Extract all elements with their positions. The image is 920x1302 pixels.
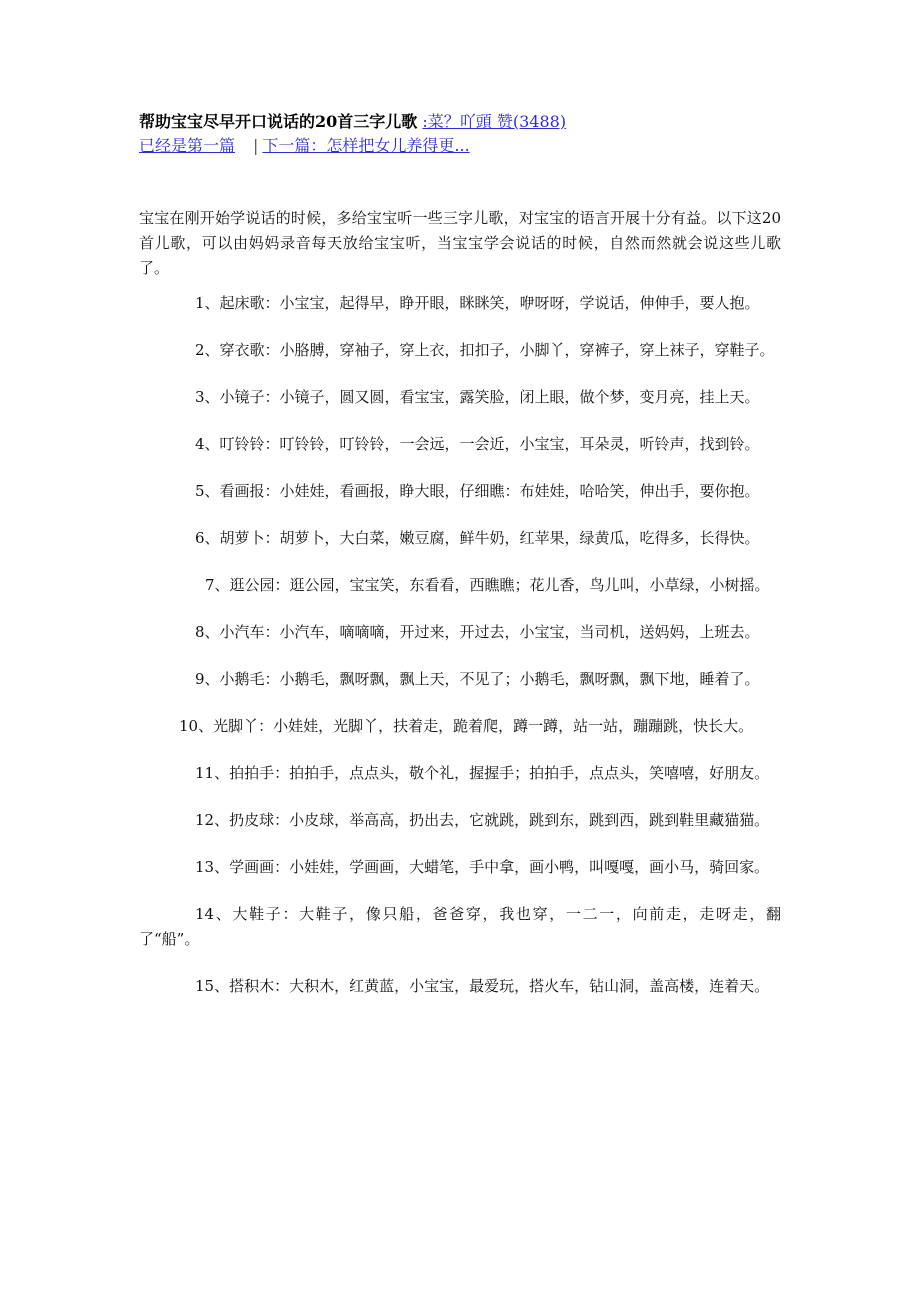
rhyme-item: 9、小鹅毛：小鹅毛，飘呀飘，飘上天，不见了；小鹅毛，飘呀飘，飘下地，睡着了。	[195, 670, 760, 688]
nav-line	[139, 134, 781, 158]
rhyme-item: 8、小汽车：小汽车，嘀嘀嘀，开过来，开过去，小宝宝，当司机，送妈妈，上班去。	[195, 623, 760, 641]
rhyme-item: 11、拍拍手：拍拍手，点点头，敬个礼，握握手；拍拍手，点点头，笑嘻嘻，好朋友。	[195, 764, 770, 782]
rhyme-item: 12、扔皮球：小皮球，举高高，扔出去，它就跳，跳到东，跳到西，跳到鞋里藏猫猫。	[195, 811, 770, 829]
rhyme-item: 15、搭积木：大积木，红黄蓝，小宝宝，最爱玩，搭火车，钻山洞，盖高楼，连着天。	[195, 977, 770, 995]
rhyme-list	[139, 291, 781, 999]
rhyme-item: 13、学画画：小娃娃，学画画，大蜡笔，手中拿，画小鸭，叫嘎嘎，画小马，骑回家。	[195, 858, 770, 876]
rhyme-item: 4、叮铃铃：叮铃铃，叮铃铃，一会远，一会近，小宝宝，耳朵灵，听铃声，找到铃。	[195, 435, 760, 453]
author-meta-link[interactable]: :菜？吖頭 赞(3488)	[422, 112, 567, 131]
rhyme-item: 6、胡萝卜：胡萝卜，大白菜，嫩豆腐，鲜牛奶，红苹果，绿黄瓜，吃得多，长得快。	[195, 529, 760, 547]
rhyme-item: 10、光脚丫：小娃娃，光脚丫，扶着走，跪着爬，蹲一蹲，站一站，蹦蹦跳，快长大。	[179, 717, 754, 735]
nav-separator: |	[253, 136, 259, 155]
rhyme-item: 7、逛公园：逛公园，宝宝笑，东看看，西瞧瞧；花儿香，鸟儿叫，小草绿，小树摇。	[205, 576, 770, 594]
article-title: 帮助宝宝尽早开口说话的20首三字儿歌	[139, 112, 418, 131]
intro-paragraph: 宝宝在刚开始学说话的时候，多给宝宝听一些三字儿歌，对宝宝的语言开展十分有益。以下这20首儿歌，可以由妈妈录音每天放给宝宝听，当宝宝学会说话的时候，自然而然就会说这些儿歌了。	[139, 209, 781, 277]
rhyme-item: 3、小镜子：小镜子，圆又圆，看宝宝，露笑脸，闭上眼，做个梦，变月亮，挂上天。	[195, 388, 760, 406]
rhyme-item: 1、起床歌：小宝宝，起得早，睁开眼，眯眯笑，咿呀呀，学说话，伸伸手，要人抱。	[195, 294, 760, 312]
title-line	[139, 110, 781, 134]
next-article-link[interactable]: 下一篇：怎样把女儿养得更...	[262, 136, 470, 155]
prev-article-link[interactable]: 已经是第一篇	[139, 136, 236, 155]
rhyme-item: 5、看画报：小娃娃，看画报，睁大眼，仔细瞧：布娃娃，哈哈笑，伸出手，要你抱。	[195, 482, 760, 500]
article-header	[139, 110, 781, 158]
rhyme-item: 14、大鞋子：大鞋子，像只船，爸爸穿，我也穿，一二一，向前走，走呀走，翻了“船”。	[139, 905, 781, 948]
document-page	[139, 110, 781, 1021]
rhyme-item: 2、穿衣歌：小胳膊，穿袖子，穿上衣，扣扣子，小脚丫，穿裤子，穿上袜子，穿鞋子。	[195, 341, 775, 359]
